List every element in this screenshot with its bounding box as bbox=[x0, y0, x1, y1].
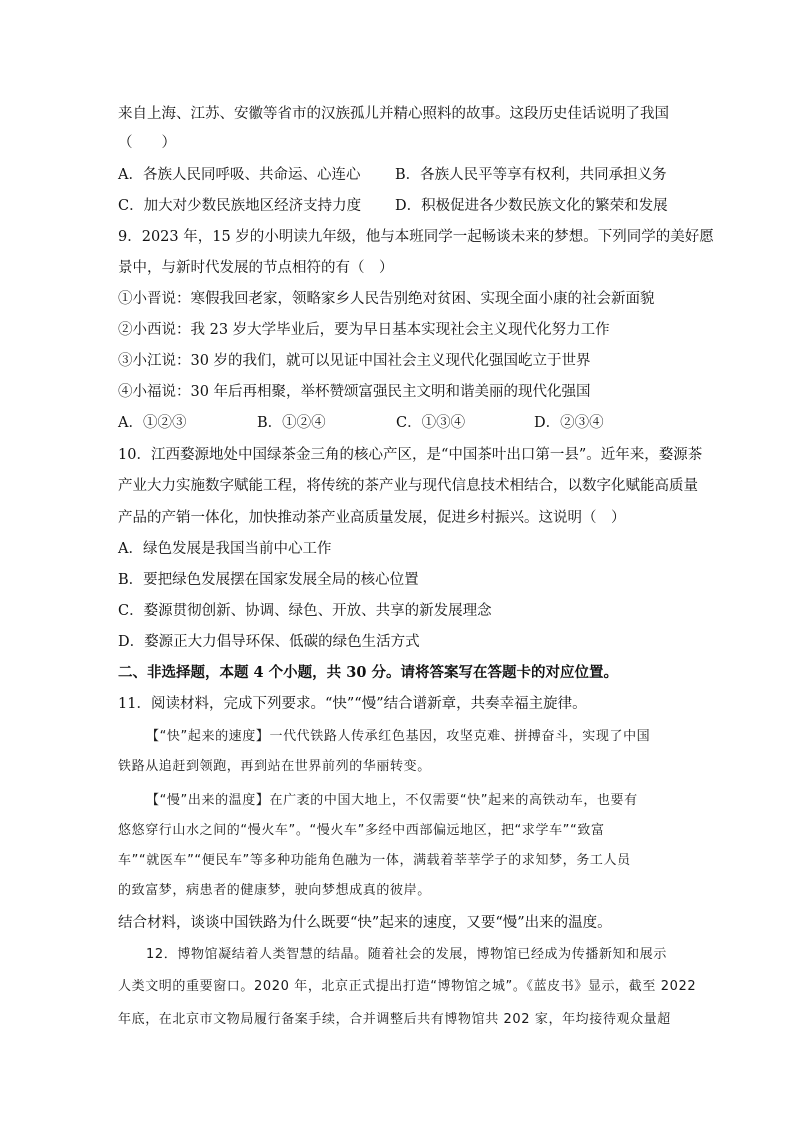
q10-stem-line-2: 产业大力实施数字赋能工程，将传统的茶产业与现代信息技术相结合，以数字化赋能高质量 bbox=[118, 478, 698, 494]
q12-stem-line-3: 年底，在北京市文物局履行备案手续，合并调整后共有博物馆共 202 家，年均接待观众量超 bbox=[118, 1012, 671, 1027]
q8-option-c: C．加大对少数民族地区经济支持力度 bbox=[118, 198, 362, 214]
q11-material-2-line-1: 【“慢”出来的温度】在广袤的中国大地上，不仅需要“快”起来的高铁动车，也要有 bbox=[146, 793, 638, 808]
q10-option-c: C．婺源贯彻创新、协调、绿色、开放、共享的新发展理念 bbox=[118, 603, 492, 619]
q8-option-d: D．积极促进各少数民族文化的繁荣和发展 bbox=[395, 198, 668, 214]
q9-statement-4: ④小福说：30 年后再相聚，举杯赞颂富强民主文明和谐美丽的现代化强国 bbox=[118, 384, 591, 400]
q10-option-a: A．绿色发展是我国当前中心工作 bbox=[118, 541, 332, 557]
q10-option-b: B．要把绿色发展摆在国家发展全局的核心位置 bbox=[118, 572, 419, 588]
q10-option-d: D．婺源正大力倡导环保、低碳的绿色生活方式 bbox=[118, 634, 420, 650]
q10-stem-line-1: 10．江西婺源地处中国绿茶金三角的核心产区，是“中国茶叶出口第一县”。近年来，婺源茶 bbox=[118, 447, 703, 463]
q8-option-b: B．各族人民平等享有权利，共同承担义务 bbox=[395, 167, 667, 183]
q9-statement-2: ②小西说：我 23 岁大学毕业后，要为早日基本实现社会主义现代化努力工作 bbox=[118, 322, 610, 338]
q9-stem-line-1: 9．2023 年，15 岁的小明读九年级，他与本班同学一起畅谈未来的梦想。下列同学的美好愿 bbox=[118, 229, 714, 245]
q11-material-2-line-4: 的致富梦，病患者的健康梦，驶向梦想成真的彼岸。 bbox=[118, 883, 431, 898]
section-heading: 二、非选择题，本题 4 个小题，共 30 分。请将答案写在答题卡的对应位置。 bbox=[118, 664, 618, 681]
q9-statement-3: ③小江说：30 岁的我们，就可以见证中国社会主义现代化强国屹立于世界 bbox=[118, 353, 591, 369]
q11-question: 结合材料，谈谈中国铁路为什么既要“快”起来的速度，又要“慢”出来的温度。 bbox=[118, 915, 612, 931]
q11-material-1-line-2: 铁路从追赶到领跑，再到站在世界前列的华丽转变。 bbox=[118, 759, 431, 774]
q8-option-a: A．各族人民同呼吸、共命运、心连心 bbox=[118, 167, 361, 183]
q11-material-2-line-3: 车”“就医车”“便民车”等多种功能角色融为一体，满载着莘莘学子的求知梦，务工人员 bbox=[118, 853, 631, 868]
q8-stem-line: 来自上海、江苏、安徽等省市的汉族孤儿并精心照料的故事。这段历史佳话说明了我国 bbox=[118, 106, 669, 122]
q9-stem-line-2: 景中，与新时代发展的节点相符的有（ ） bbox=[118, 260, 394, 276]
q12-stem-line-1: 12．博物馆凝结着人类智慧的结晶。随着社会的发展，博物馆已经成为传播新知和展示 bbox=[146, 947, 667, 962]
q9-option-b: B．①②④ bbox=[257, 415, 326, 431]
q8-answer-paren: （ ） bbox=[118, 135, 176, 151]
q9-option-a: A．①②③ bbox=[118, 415, 187, 431]
q10-stem-line-3: 产品的产销一体化，加快推动茶产业高质量发展，促进乡村振兴。这说明（ ） bbox=[118, 510, 626, 526]
q9-option-d: D．②③④ bbox=[534, 415, 604, 431]
q11-material-2-line-2: 悠悠穿行山水之间的“慢火车”。“慢火车”多经中西部偏远地区，把“求学车”“致富 bbox=[118, 823, 605, 838]
q11-intro: 11．阅读材料，完成下列要求。“快”“慢”结合谱新章，共奏幸福主旋律。 bbox=[118, 696, 587, 712]
q11-material-1-line-1: 【“快”起来的速度】一代代铁路人传承红色基因，攻坚克难、拼搏奋斗，实现了中国 bbox=[146, 729, 651, 744]
q9-option-c: C．①③④ bbox=[396, 415, 466, 431]
q12-stem-line-2: 人类文明的重要窗口。2020 年，北京正式提出打造“博物馆之城”。《蓝皮书》显示，截至 2022 bbox=[118, 979, 697, 994]
q9-statement-1: ①小晋说：寒假我回老家，领略家乡人民告别绝对贫困、实现全面小康的社会新面貌 bbox=[118, 291, 655, 307]
